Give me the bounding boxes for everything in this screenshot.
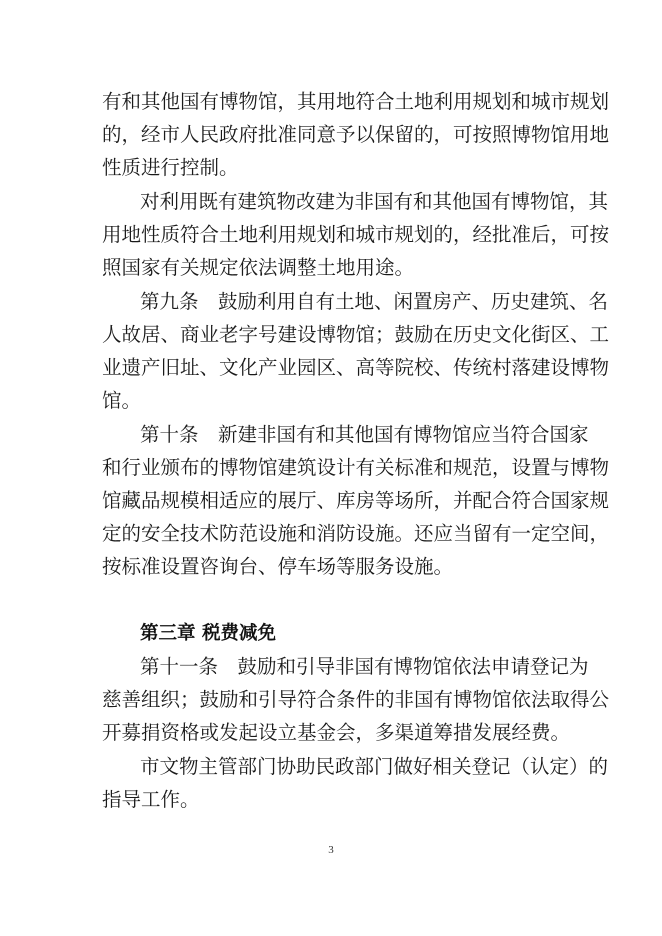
- text-line: 开募捐资格或发起设立基金会，多渠道筹措发展经费。: [102, 721, 571, 744]
- text-line: 指导工作。: [102, 788, 200, 811]
- text-line: 对利用既有建筑物改建为非国有和其他国有博物馆，其: [140, 190, 609, 213]
- text-line: 馆。: [102, 389, 142, 412]
- text-line: 照国家有关规定依法调整土地用途。: [102, 256, 415, 279]
- text-line: 有和其他国有博物馆，其用地符合土地利用规划和城市规划: [102, 90, 610, 113]
- text-line: 定的安全技术防范设施和消防设施。还应当留有一定空间，: [102, 522, 610, 545]
- text-line: 性质进行控制。: [102, 156, 239, 179]
- page-number: 3: [328, 844, 334, 856]
- text-line: 慈善组织；鼓励和引导符合条件的非国有博物馆依法取得公: [102, 688, 610, 711]
- text-line: 市文物主管部门协助民政部门做好相关登记（认定）的: [140, 755, 609, 778]
- text-line: 馆藏品规模相适应的展厅、库房等场所，并配合符合国家规: [102, 489, 610, 512]
- text-line: 和行业颁布的博物馆建筑设计有关标准和规范，设置与博物: [102, 456, 610, 479]
- text-line: 用地性质符合土地利用规划和城市规划的，经批准后，可按: [102, 223, 610, 246]
- article-11-first-line: 第十一条 鼓励和引导非国有博物馆依法申请登记为: [140, 655, 589, 678]
- text-line: 的，经市人民政府批准同意予以保留的，可按照博物馆用地: [102, 123, 610, 146]
- text-line: 业遗产旧址、文化产业园区、高等院校、传统村落建设博物: [102, 356, 610, 379]
- article-10-first-line: 第十条 新建非国有和其他国有博物馆应当符合国家: [140, 423, 589, 446]
- chapter-heading: 第三章 税费减免: [140, 623, 276, 644]
- text-line: 按标准设置咨询台、停车场等服务设施。: [102, 555, 454, 578]
- article-9-first-line: 第九条 鼓励利用自有土地、闲置房产、历史建筑、名: [140, 290, 609, 313]
- text-line: 人故居、商业老字号建设博物馆；鼓励在历史文化街区、工: [102, 323, 610, 346]
